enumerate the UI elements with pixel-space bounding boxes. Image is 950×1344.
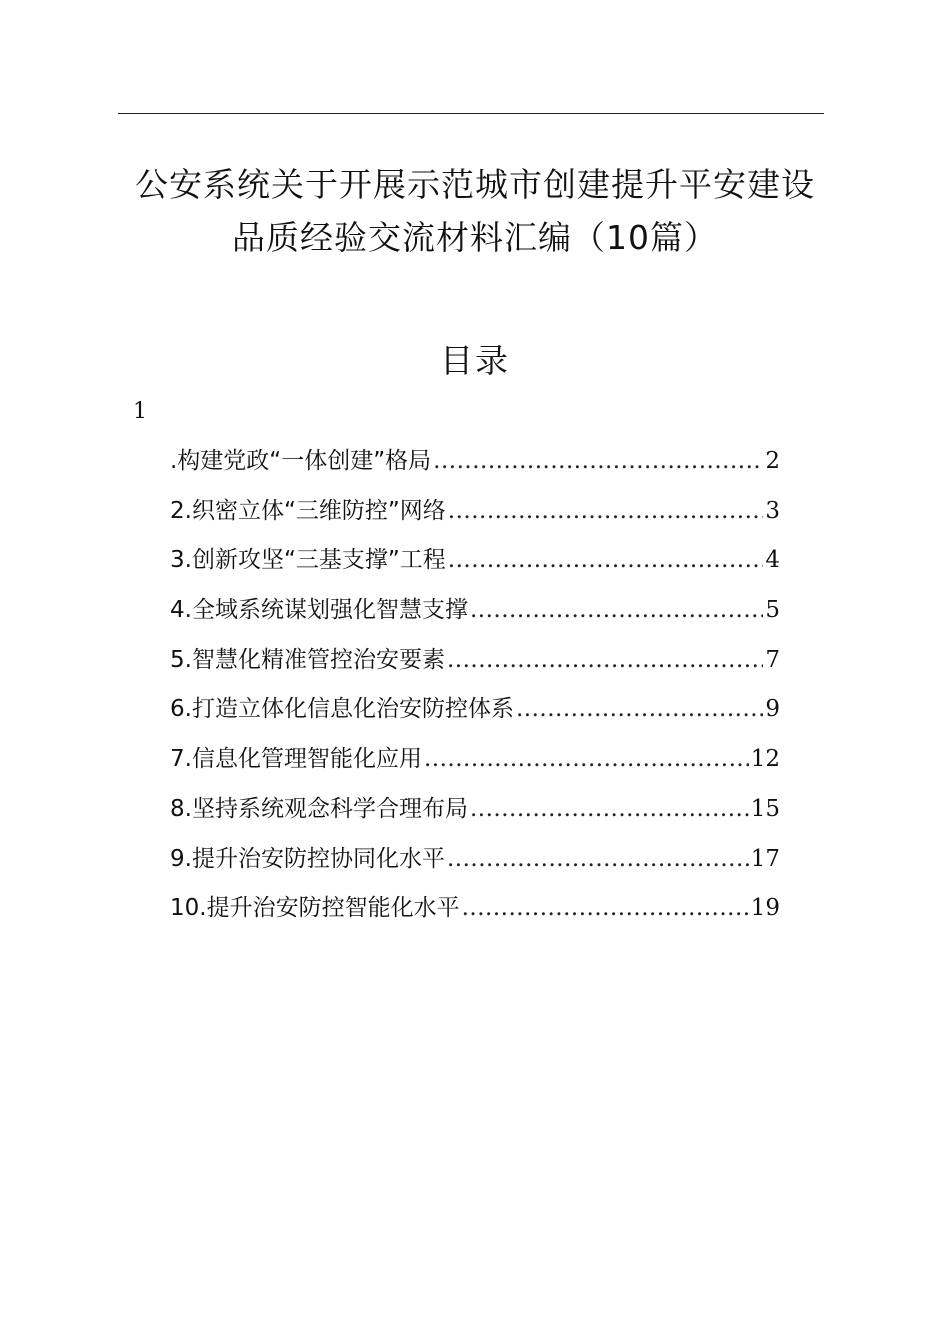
- toc-leader-dots: [433, 441, 763, 481]
- toc-stray-number: 1: [133, 399, 147, 424]
- toc-entry-8[interactable]: [170, 789, 780, 839]
- toc-leader-dots: [447, 640, 763, 680]
- toc-entry-1[interactable]: [170, 441, 780, 491]
- toc-entry-4[interactable]: [170, 590, 780, 640]
- toc-entry-label: 3.创新攻坚“三基支撑”工程: [170, 547, 446, 574]
- toc-entry-page: 9: [765, 696, 780, 723]
- title-line-2: 品质经验交流材料汇编（10篇）: [232, 218, 718, 257]
- toc-entry-2[interactable]: [170, 491, 780, 541]
- toc-entry-label: 7.信息化管理智能化应用: [170, 746, 422, 773]
- toc-entry-label: 10.提升治安防控智能化水平: [170, 895, 460, 922]
- toc-leader-dots: [424, 739, 749, 779]
- document-title: [100, 158, 850, 264]
- toc-entry-page: 7: [765, 646, 780, 673]
- header-rule: [118, 113, 824, 114]
- toc-entry-label: 6.打造立体化信息化治安防控体系: [170, 696, 514, 723]
- toc-entry-7[interactable]: [170, 739, 780, 789]
- toc-entry-page: 3: [765, 497, 780, 524]
- toc-leader-dots: [447, 839, 749, 879]
- toc-leader-dots: [448, 540, 764, 580]
- toc-leader-dots: [470, 789, 749, 829]
- toc-entry-page: 15: [750, 795, 780, 822]
- toc-entry-label: 2.织密立体“三维防控”网络: [170, 497, 446, 524]
- toc-entry-5[interactable]: [170, 640, 780, 690]
- toc-leader-dots: [462, 888, 749, 928]
- toc-entry-page: 2: [765, 448, 780, 474]
- toc-entry-6[interactable]: [170, 689, 780, 739]
- table-of-contents: [170, 441, 780, 938]
- toc-entry-page: 19: [750, 895, 780, 922]
- toc-entry-3[interactable]: [170, 540, 780, 590]
- toc-entry-label: .构建党政“一体创建”格局: [170, 448, 432, 474]
- toc-entry-9[interactable]: [170, 839, 780, 889]
- title-line-1: 公安系统关于开展示范城市创建提升平安建设: [135, 165, 815, 204]
- toc-leader-dots: [448, 491, 764, 531]
- toc-entry-10[interactable]: [170, 888, 780, 938]
- toc-leader-dots: [470, 590, 763, 630]
- toc-entry-page: 17: [750, 845, 780, 872]
- toc-entry-page: 5: [765, 597, 780, 624]
- toc-entry-label: 9.提升治安防控协同化水平: [170, 845, 445, 872]
- toc-leader-dots: [516, 689, 763, 729]
- toc-entry-label: 5.智慧化精准管控治安要素: [170, 646, 445, 673]
- toc-entry-label: 8.坚持系统观念科学合理布局: [170, 795, 468, 822]
- toc-entry-label: 4.全域系统谋划强化智慧支撑: [170, 597, 468, 624]
- toc-entry-page: 12: [750, 746, 780, 773]
- toc-heading: 目录: [440, 341, 510, 380]
- toc-entry-page: 4: [765, 547, 780, 574]
